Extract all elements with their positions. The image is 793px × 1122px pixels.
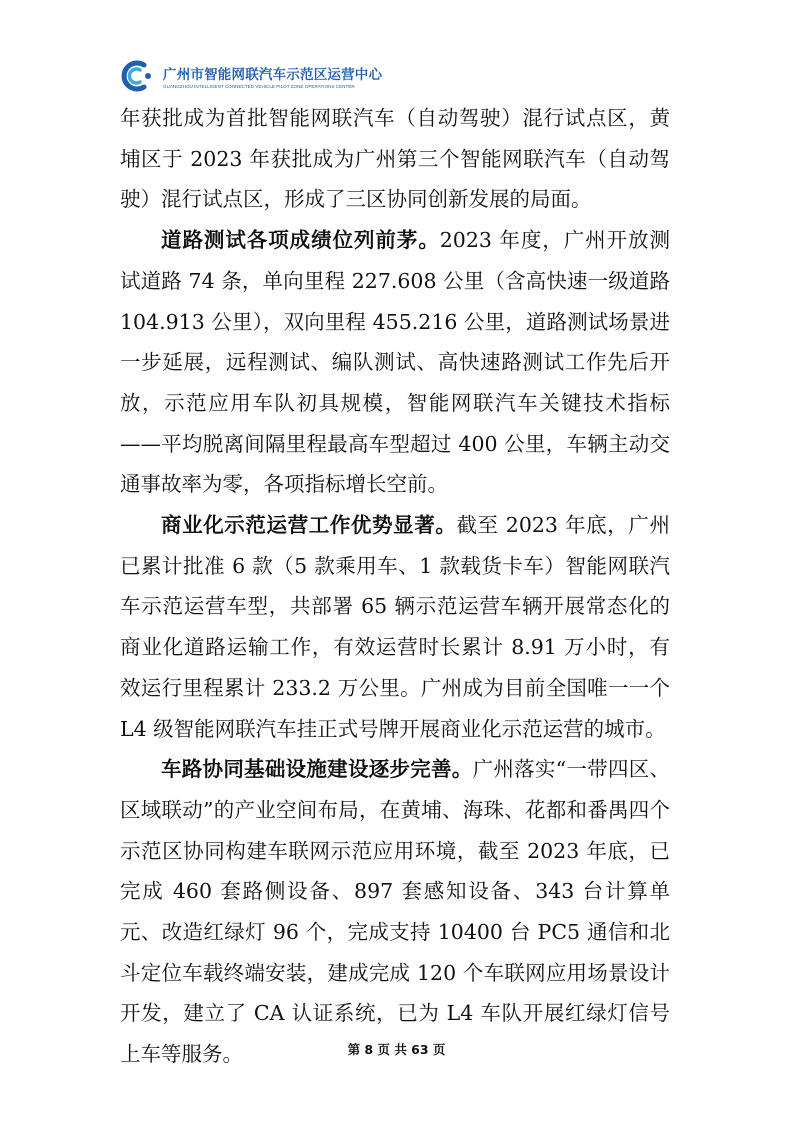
page-number: 第 8 页 共 63 页 — [347, 1042, 446, 1057]
paragraph-road-testing-heading: 道路测试各项成绩位列前茅。 — [161, 228, 440, 253]
page-header — [117, 56, 382, 96]
paragraph-commercial-operation-text: 截至 2023 年底，广州已累计批准 6 款（5 款乘用车、1 款载货卡车）智能网联汽车示范运营车型，共部署 65 辆示范运营车辆开展常态化的商业化道路运输工作，有效运营时长累计 8.91 万小时，有效运行里程累计 233.2 万公里。广州成为目前全国唯一一个 L4 级智能网联汽车挂正式号牌开展商业化示范运营的城市。 — [120, 513, 670, 741]
paragraph-infrastructure — [120, 749, 670, 1075]
paragraph-commercial-operation-heading: 商业化示范运营工作优势显著。 — [161, 513, 457, 538]
paragraph-road-testing — [120, 220, 670, 505]
paragraph-commercial-operation — [120, 505, 670, 749]
org-name-en: GUANGZHOU INTELLIGENT CONNECTED VEHICLE PILOT ZONE OPERATIONS CENTER — [163, 84, 355, 89]
paragraph-1: 年获批成为首批智能网联汽车（自动驾驶）混行试点区，黄埔区于 2023 年获批成为广州第三个智能网联汽车（自动驾驶）混行试点区，形成了三区协同创新发展的局面。 — [120, 106, 670, 212]
document-body — [120, 98, 670, 1075]
org-name — [163, 63, 382, 89]
paragraph-road-testing-text: 2023 年度，广州开放测试道路 74 条，单向里程 227.608 公里（含高快速一级道路 104.913 公里），双向里程 455.216 公里，道路测试场景进一步延展，远程测试、编队测试、高快速路测试工作先后开放，示范应用车队初具规模，智能网联汽车关键技术指标——平均脱离间隔里程最高车型超过 400 公里，车辆主动交通事故率为零，各项指标增长空前。 — [120, 228, 671, 497]
org-logo-icon — [117, 56, 157, 96]
paragraph-infrastructure-text: 广州落实“一带四区、区域联动”的产业空间布局，在黄埔、海珠、花都和番禺四个示范区协同构建车联网示范应用环境，截至 2023 年底，已完成 460 套路侧设备、897 套感知设备、343 台计算单元、改造红绿灯 96 个，完成支持 10400 台 PC5 通信和北斗定位车载终端安装，建成完成 120 个车联网应用场景设计开发，建立了 CA 认证系统，已为 L4 车队开展红绿灯信号上车等服务。 — [120, 757, 671, 1067]
paragraph-infrastructure-heading: 车路协同基础设施建设逐步完善。 — [161, 757, 473, 782]
org-name-cn: 广州市智能网联汽车示范区运营中心 — [163, 67, 383, 83]
